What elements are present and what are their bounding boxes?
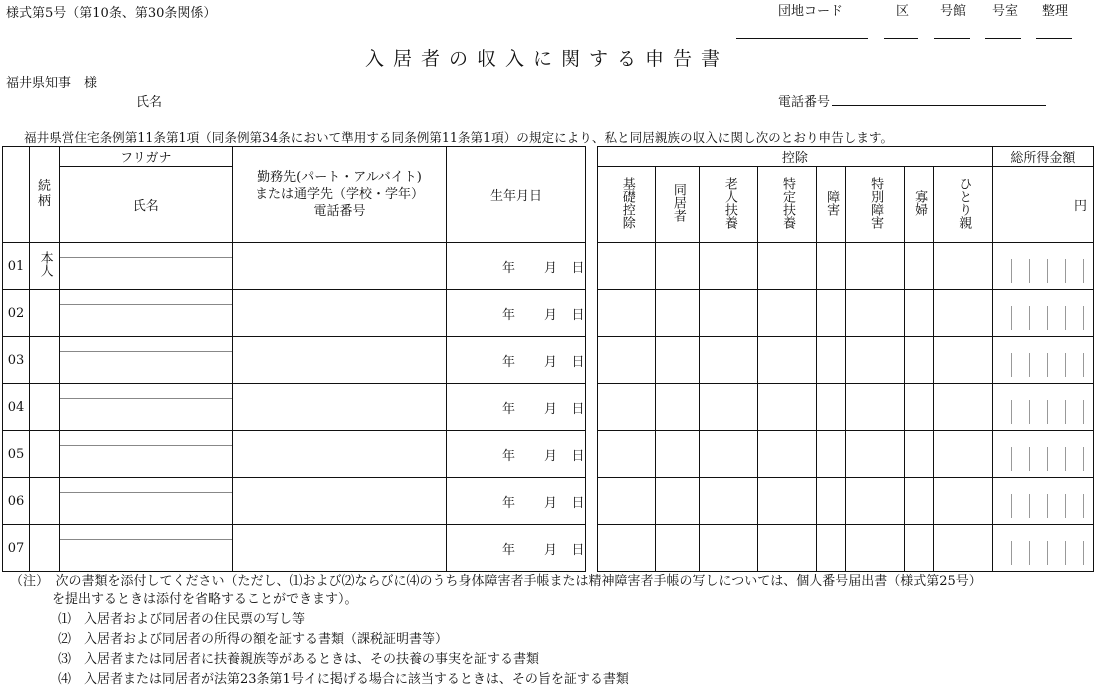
deduction-tokutei: 特定扶養 — [758, 167, 816, 243]
row-relation[interactable] — [30, 525, 60, 572]
row-relation[interactable] — [30, 478, 60, 525]
check-tokutei[interactable] — [758, 431, 816, 478]
form-reference: 様式第5号（第10条、第30条関係） — [6, 6, 217, 21]
check-tokutei[interactable] — [758, 290, 816, 337]
code-field-ku[interactable] — [884, 38, 918, 39]
table-row — [3, 384, 1094, 431]
check-kafu[interactable] — [904, 478, 934, 525]
check-dokyo[interactable] — [656, 337, 700, 384]
check-kiso[interactable] — [598, 384, 656, 431]
deduction-kafu: 寡婦 — [904, 167, 934, 243]
row-number: 06 — [3, 478, 30, 525]
deduction-rojin: 老人扶養 — [700, 167, 758, 243]
notes-item: ⑶ 入居者または同居者に扶養親族等があるときは、その扶養の事実を証する書類 — [58, 652, 540, 667]
code-label-seiri: 整理 — [1042, 4, 1069, 19]
check-tokutei[interactable] — [758, 478, 816, 525]
income-declaration-table — [2, 146, 1094, 572]
relation-header: 続柄 — [30, 147, 60, 243]
row-relation[interactable] — [30, 384, 60, 431]
check-dokyo[interactable] — [656, 290, 700, 337]
check-rojin[interactable] — [700, 384, 758, 431]
check-tokubetsu[interactable] — [846, 478, 904, 525]
code-label-goshitsu: 号室 — [992, 4, 1019, 19]
check-kafu[interactable] — [904, 290, 934, 337]
statement: 福井県営住宅条例第11条第1項（同条例第34条において準用する同条例第11条第1項）の規定により、私と同居親族の収入に関し次のとおり申告します。 — [24, 130, 894, 145]
check-kiso[interactable] — [598, 337, 656, 384]
check-dokyo[interactable] — [656, 525, 700, 572]
name-header: 氏名 — [59, 167, 232, 243]
row-work-field[interactable] — [232, 290, 447, 337]
check-rojin[interactable] — [700, 243, 758, 290]
check-shogai[interactable] — [816, 290, 846, 337]
deduction-hitorioya: ひとり親 — [934, 167, 992, 243]
row-number: 04 — [3, 384, 30, 431]
deduction-kiso: 基礎控除 — [598, 167, 656, 243]
income-field[interactable] — [992, 431, 1093, 478]
table-row — [3, 337, 1094, 384]
check-tokubetsu[interactable] — [846, 525, 904, 572]
check-tokutei[interactable] — [758, 243, 816, 290]
row-birth-field[interactable]: 年 月 日 — [447, 290, 585, 337]
check-tokubetsu[interactable] — [846, 290, 904, 337]
notes-intro: （注） 次の書類を添付してください（ただし、⑴および⑵ならびに⑷のうち身体障害者手帳または精神障害者手帳の写しについては、個人番号届出書（様式第25号） — [10, 574, 982, 589]
row-number: 02 — [3, 290, 30, 337]
row-work-field[interactable] — [232, 243, 447, 290]
row-number: 07 — [3, 525, 30, 572]
row-birth-field[interactable]: 年 月 日 — [447, 243, 585, 290]
code-label-ku: 区 — [896, 4, 910, 19]
no-header — [3, 147, 30, 243]
deduction-header: 控除 — [598, 147, 993, 167]
check-hitorioya[interactable] — [934, 384, 992, 431]
check-dokyo[interactable] — [656, 243, 700, 290]
applicant-name-label: 氏名 — [136, 95, 163, 110]
deduction-shogai: 障害 — [816, 167, 846, 243]
income-field[interactable] — [992, 384, 1093, 431]
check-kafu[interactable] — [904, 243, 934, 290]
check-hitorioya[interactable] — [934, 525, 992, 572]
check-dokyo[interactable] — [656, 478, 700, 525]
table-row — [3, 243, 1094, 290]
check-hitorioya[interactable] — [934, 337, 992, 384]
check-hitorioya[interactable] — [934, 431, 992, 478]
check-hitorioya[interactable] — [934, 243, 992, 290]
check-kafu[interactable] — [904, 431, 934, 478]
check-shogai[interactable] — [816, 431, 846, 478]
attachment-notes — [10, 572, 982, 690]
row-birth-field[interactable]: 年 月 日 — [447, 384, 585, 431]
table-row — [3, 478, 1094, 525]
birth-header: 生年月日 — [447, 147, 585, 243]
notes-intro-cont: を提出するときは添付を省略することができます）。 — [52, 592, 358, 607]
row-birth-field[interactable]: 年 月 日 — [447, 525, 585, 572]
check-tokutei[interactable] — [758, 384, 816, 431]
phone-field[interactable] — [832, 105, 1046, 106]
check-kiso[interactable] — [598, 290, 656, 337]
check-rojin[interactable] — [700, 478, 758, 525]
row-name-field[interactable] — [59, 290, 232, 337]
phone-label: 電話番号 — [778, 95, 831, 110]
row-work-field[interactable] — [232, 478, 447, 525]
check-kiso[interactable] — [598, 243, 656, 290]
page-title: 入居者の収入に関する申告書 — [364, 48, 729, 70]
income-field[interactable] — [992, 337, 1093, 384]
furigana-header: フリガナ — [59, 147, 232, 167]
check-shogai[interactable] — [816, 478, 846, 525]
row-birth-field[interactable]: 年 月 日 — [447, 478, 585, 525]
row-name-field[interactable] — [59, 243, 232, 290]
check-kafu[interactable] — [904, 384, 934, 431]
notes-item: ⑵ 入居者および同居者の所得の額を証する書類（課税証明書等） — [58, 632, 449, 647]
check-shogai[interactable] — [816, 525, 846, 572]
row-work-field[interactable] — [232, 431, 447, 478]
check-rojin[interactable] — [700, 337, 758, 384]
code-label-danchi: 団地コード — [778, 4, 844, 19]
code-field-seiri[interactable] — [1036, 38, 1072, 39]
notes-item: ⑴ 入居者および同居者の住民票の写し等 — [58, 612, 306, 627]
row-number: 03 — [3, 337, 30, 384]
income-field[interactable] — [992, 290, 1093, 337]
row-work-field[interactable] — [232, 337, 447, 384]
check-tokubetsu[interactable] — [846, 431, 904, 478]
code-label-gokan: 号館 — [940, 4, 967, 19]
check-kiso[interactable] — [598, 478, 656, 525]
table-row — [3, 525, 1094, 572]
check-rojin[interactable] — [700, 431, 758, 478]
check-tokubetsu[interactable] — [846, 384, 904, 431]
row-relation[interactable] — [30, 290, 60, 337]
income-header: 総所得金額 — [992, 147, 1093, 167]
deduction-dokyo: 同居者 — [656, 167, 700, 243]
row-name-field[interactable] — [59, 525, 232, 572]
check-tokubetsu[interactable] — [846, 243, 904, 290]
check-tokutei[interactable] — [758, 337, 816, 384]
check-shogai[interactable] — [816, 337, 846, 384]
work-header: 勤務先(パート・アルバイト) または通学先（学校・学年） 電話番号 — [232, 147, 447, 243]
check-rojin[interactable] — [700, 525, 758, 572]
code-field-gokan[interactable] — [934, 38, 970, 39]
row-number: 05 — [3, 431, 30, 478]
row-name-field[interactable] — [59, 337, 232, 384]
income-field[interactable] — [992, 243, 1093, 290]
check-tokutei[interactable] — [758, 525, 816, 572]
check-shogai[interactable] — [816, 384, 846, 431]
check-hitorioya[interactable] — [934, 290, 992, 337]
code-field-goshitsu[interactable] — [985, 38, 1021, 39]
check-kiso[interactable] — [598, 525, 656, 572]
row-relation[interactable] — [30, 337, 60, 384]
check-dokyo[interactable] — [656, 384, 700, 431]
income-field[interactable] — [992, 525, 1093, 572]
row-number: 01 — [3, 243, 30, 290]
income-yen-header: 円 — [992, 167, 1093, 243]
code-field-danchi[interactable] — [736, 38, 868, 39]
check-hitorioya[interactable] — [934, 478, 992, 525]
table-row — [3, 431, 1094, 478]
check-tokubetsu[interactable] — [846, 337, 904, 384]
notes-item: ⑷ 入居者または同居者が法第23条第1号イに掲げる場合に該当するときは、その旨を証する書類 — [58, 672, 629, 687]
row-work-field[interactable] — [232, 384, 447, 431]
row-name-field[interactable] — [59, 431, 232, 478]
income-field[interactable] — [992, 478, 1093, 525]
row-relation[interactable] — [30, 431, 60, 478]
row-name-field[interactable] — [59, 384, 232, 431]
check-kafu[interactable] — [904, 337, 934, 384]
table-row — [3, 290, 1094, 337]
row-birth-field[interactable]: 年 月 日 — [447, 337, 585, 384]
row-relation[interactable]: 本人 — [30, 243, 60, 290]
addressee: 福井県知事 様 — [6, 76, 98, 91]
row-work-field[interactable] — [232, 525, 447, 572]
check-shogai[interactable] — [816, 243, 846, 290]
check-kafu[interactable] — [904, 525, 934, 572]
check-kiso[interactable] — [598, 431, 656, 478]
row-birth-field[interactable]: 年 月 日 — [447, 431, 585, 478]
check-dokyo[interactable] — [656, 431, 700, 478]
check-rojin[interactable] — [700, 290, 758, 337]
row-name-field[interactable] — [59, 478, 232, 525]
deduction-tokubetsu: 特別障害 — [846, 167, 904, 243]
